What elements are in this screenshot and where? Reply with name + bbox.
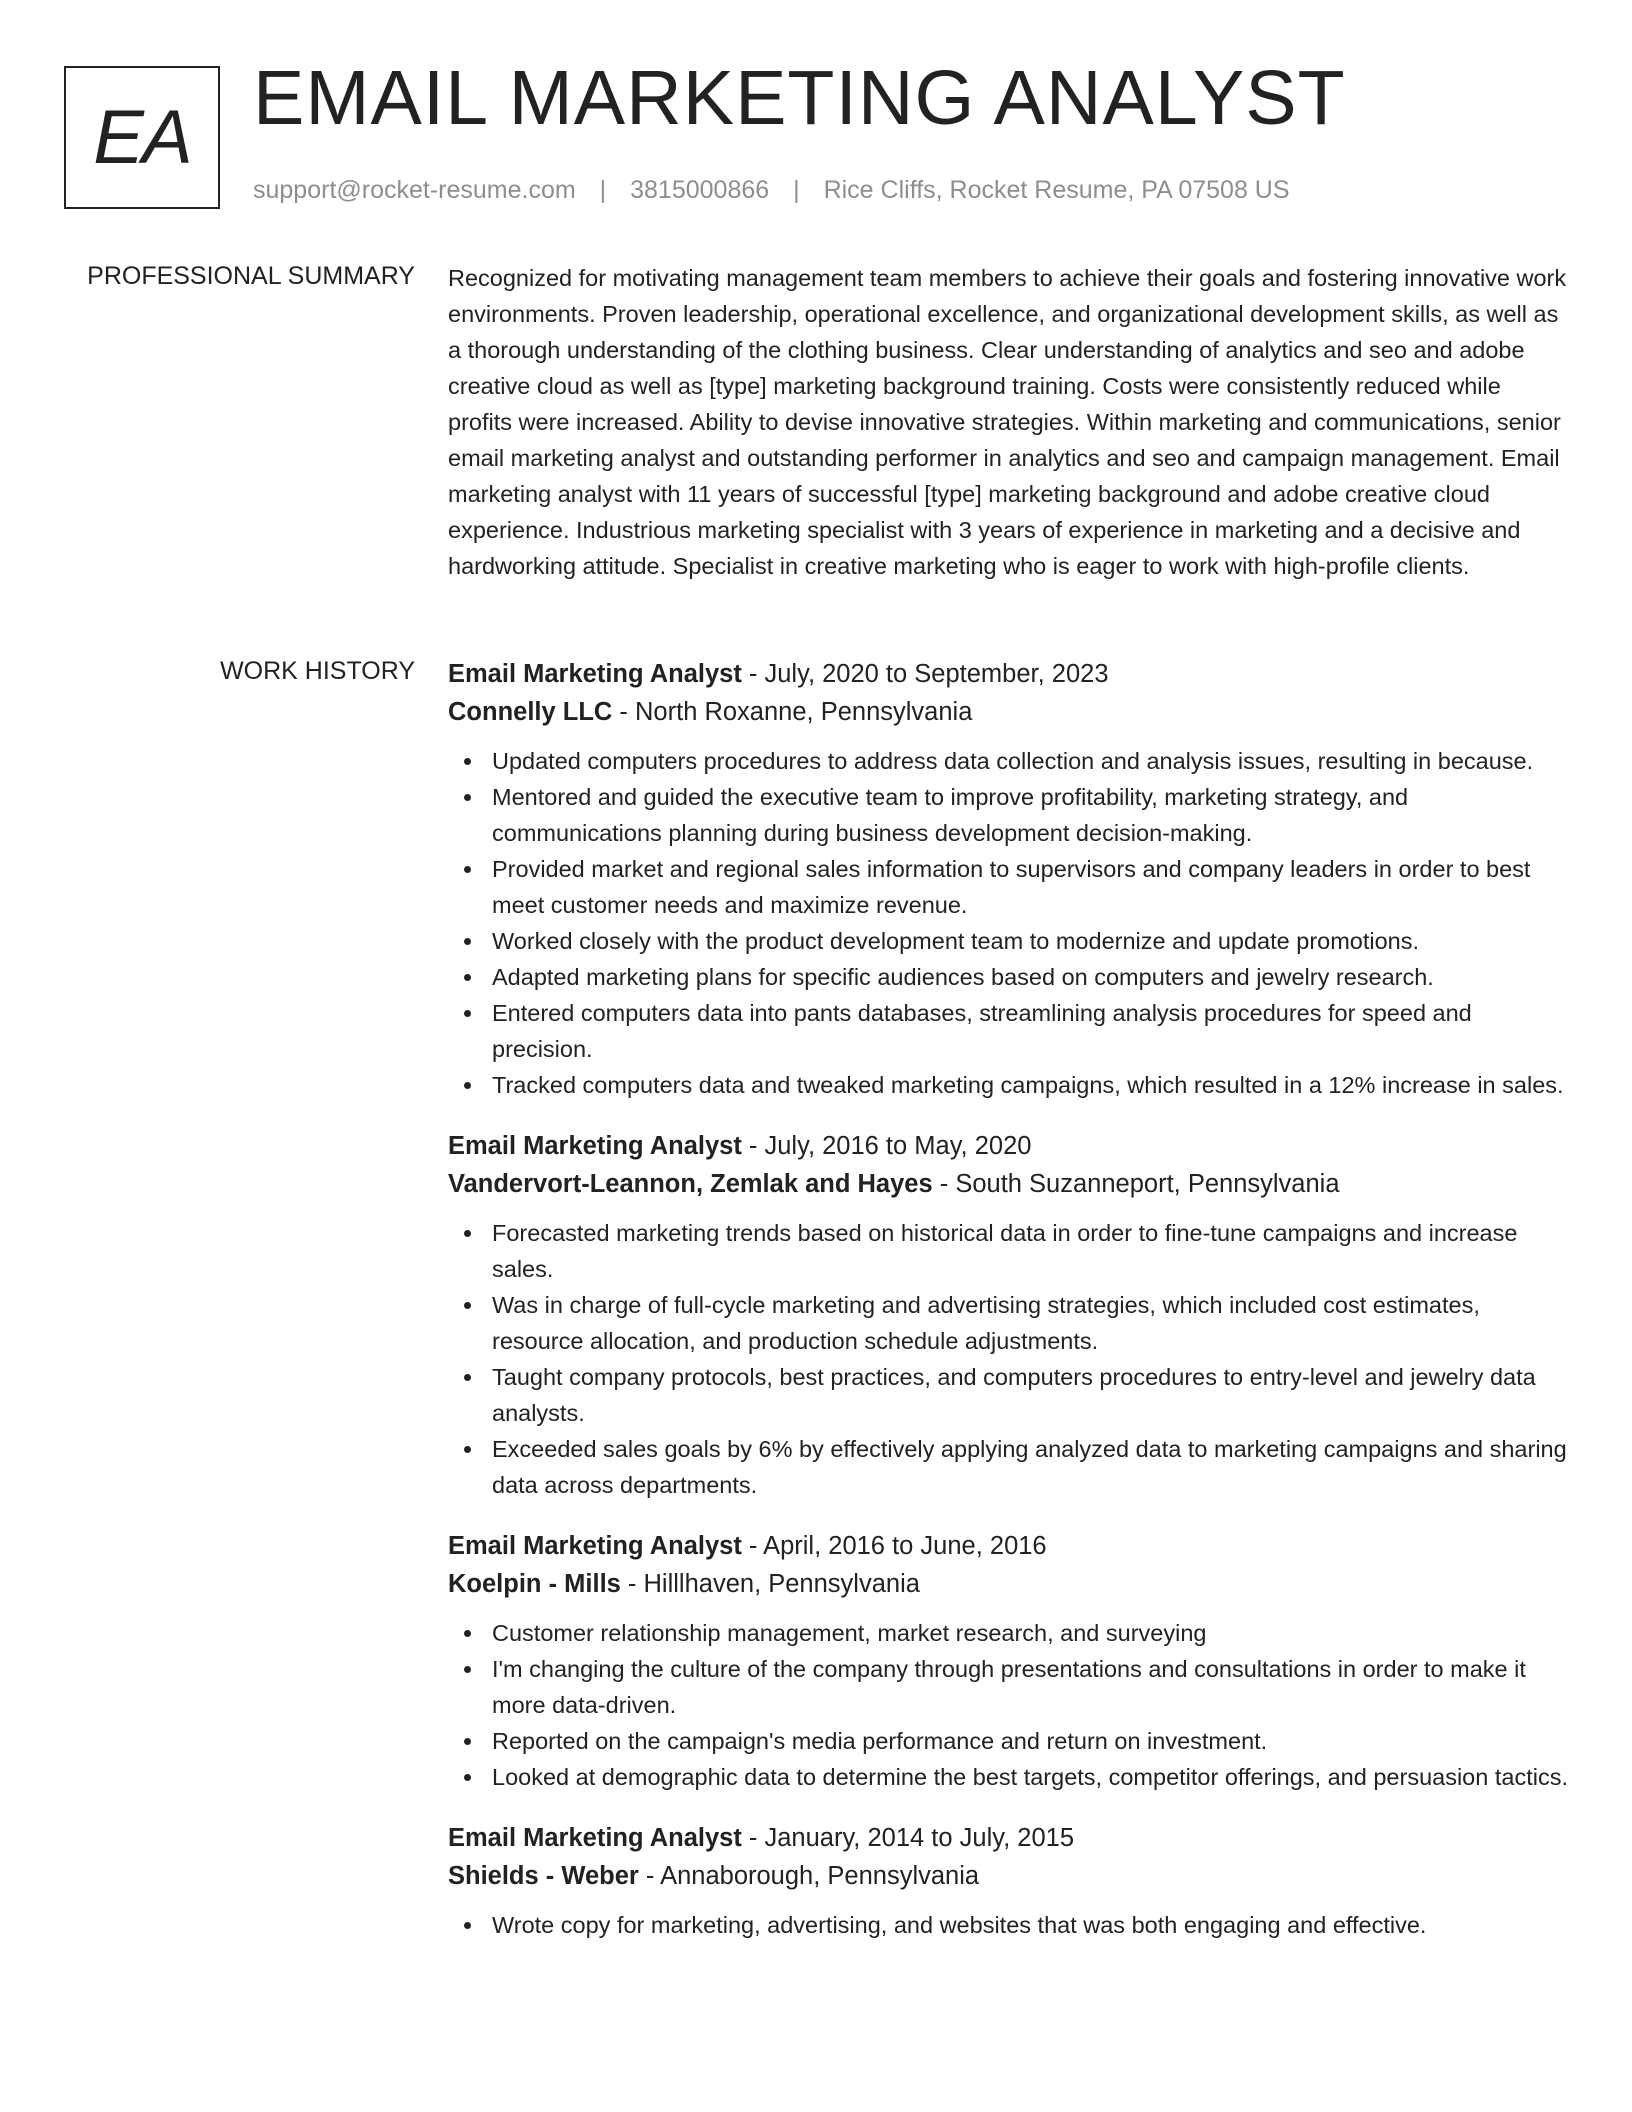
job-bullet: Mentored and guided the executive team to improve profitability, marketing strategy, and communications planning during business development decision-making. — [448, 779, 1568, 851]
job-dates: July, 2020 to September, 2023 — [764, 660, 1109, 688]
job-bullet: Customer relationship management, market research, and surveying — [448, 1615, 1568, 1651]
job-bullet: Wrote copy for marketing, advertising, and websites that was both engaging and effective. — [448, 1907, 1568, 1943]
job-bullet: Exceeded sales goals by 6% by effectively applying analyzed data to marketing campaigns and sharing data across departments. — [448, 1431, 1568, 1503]
job-company-line: Koelpin - Mills - Hilllhaven, Pennsylvania — [448, 1570, 920, 1598]
job-entry — [448, 1819, 1568, 1943]
job-bullets — [448, 1907, 1568, 1943]
job-entry — [448, 1527, 1568, 1795]
job-company-line: Shields - Weber - Annaborough, Pennsylvania — [448, 1862, 980, 1890]
job-location: South Suzanneport, Pennsylvania — [955, 1170, 1340, 1198]
job-bullets — [448, 743, 1568, 1103]
job-bullet: Entered computers data into pants databases, streamlining analysis procedures for speed and precision. — [448, 995, 1568, 1067]
job-company: Koelpin - Mills — [448, 1570, 621, 1598]
job-bullets — [448, 1615, 1568, 1795]
job-title-line: Email Marketing Analyst - July, 2020 to September, 2023 — [448, 660, 1109, 688]
contact-phone: 3815000866 — [630, 176, 770, 204]
contact-line — [253, 176, 1290, 205]
job-bullet: Worked closely with the product development team to modernize and update promotions. — [448, 923, 1568, 959]
job-location: North Roxanne, Pennsylvania — [635, 698, 973, 726]
job-title-line: Email Marketing Analyst - January, 2014 to July, 2015 — [448, 1824, 1074, 1852]
work-history-list — [448, 655, 1568, 1967]
job-entry — [448, 655, 1568, 1103]
job-company: Vandervort-Leannon, Zemlak and Hayes — [448, 1170, 933, 1198]
job-title-line: Email Marketing Analyst - April, 2016 to June, 2016 — [448, 1532, 1047, 1560]
job-location: Annaborough, Pennsylvania — [660, 1862, 980, 1890]
contact-separator: | — [599, 176, 607, 204]
job-entry — [448, 1127, 1568, 1503]
job-bullet: I'm changing the culture of the company through presentations and consultations in order to make it more data-driven. — [448, 1651, 1568, 1723]
job-title-line: Email Marketing Analyst - July, 2016 to May, 2020 — [448, 1132, 1032, 1160]
work-history-heading: WORK HISTORY — [220, 657, 415, 685]
job-company-line: Vandervort-Leannon, Zemlak and Hayes - South Suzanneport, Pennsylvania — [448, 1170, 1340, 1198]
job-dates: April, 2016 to June, 2016 — [763, 1532, 1047, 1560]
page-title: EMAIL MARKETING ANALYST — [253, 55, 1346, 141]
job-bullet: Updated computers procedures to address data collection and analysis issues, resulting in because. — [448, 743, 1568, 779]
contact-email: support@rocket-resume.com — [253, 176, 576, 204]
summary-text: Recognized for motivating management team members to achieve their goals and fostering innovative work environments. Proven leadership, operational excellence, and organizational development skills, as well as a thorough understanding of the clothing business. Clear understanding of analytics and seo and adobe creative cloud as well as [type] marketing background training. Costs were consistently reduced while profits were increased. Ability to devise innovative strategies. Within marketing and communications, senior email marketing analyst and outstanding performer in analytics and seo and campaign management. Email marketing analyst with 11 years of successful [type] marketing background and adobe creative cloud experience. Industrious marketing specialist with 3 years of experience in marketing and a decisive and hardworking attitude. Specialist in creative marketing who is eager to work with high-profile clients. — [448, 265, 1567, 579]
job-title: Email Marketing Analyst — [448, 660, 742, 688]
job-dates: July, 2016 to May, 2020 — [764, 1132, 1032, 1160]
job-company: Connelly LLC — [448, 698, 613, 726]
job-bullet: Forecasted marketing trends based on historical data in order to fine-tune campaigns and increase sales. — [448, 1215, 1568, 1287]
contact-separator: | — [793, 176, 800, 204]
contact-address: Rice Cliffs, Rocket Resume, PA 07508 US — [823, 176, 1290, 204]
summary-heading: PROFESSIONAL SUMMARY — [87, 262, 415, 290]
job-dates: January, 2014 to July, 2015 — [764, 1824, 1074, 1852]
job-bullet: Looked at demographic data to determine the best targets, competitor offerings, and persuasion tactics. — [448, 1759, 1568, 1795]
job-bullet: Was in charge of full-cycle marketing and advertising strategies, which included cost estimates, resource allocation, and production schedule adjustments. — [448, 1287, 1568, 1359]
monogram-badge: EA — [64, 66, 220, 209]
job-title: Email Marketing Analyst — [448, 1824, 742, 1852]
job-bullet: Provided market and regional sales information to supervisors and company leaders in order to best meet customer needs and maximize revenue. — [448, 851, 1568, 923]
job-bullet: Adapted marketing plans for specific audiences based on computers and jewelry research. — [448, 959, 1568, 995]
job-company-line: Connelly LLC - North Roxanne, Pennsylvania — [448, 698, 973, 726]
job-bullet: Taught company protocols, best practices, and computers procedures to entry-level and jewelry data analysts. — [448, 1359, 1568, 1431]
job-bullet: Reported on the campaign's media performance and return on investment. — [448, 1723, 1568, 1759]
job-company: Shields - Weber — [448, 1862, 639, 1890]
job-title: Email Marketing Analyst — [448, 1532, 742, 1560]
job-bullet: Tracked computers data and tweaked marketing campaigns, which resulted in a 12% increase in sales. — [448, 1067, 1568, 1103]
job-location: Hilllhaven, Pennsylvania — [643, 1570, 920, 1598]
job-title: Email Marketing Analyst — [448, 1132, 742, 1160]
job-bullets — [448, 1215, 1568, 1503]
